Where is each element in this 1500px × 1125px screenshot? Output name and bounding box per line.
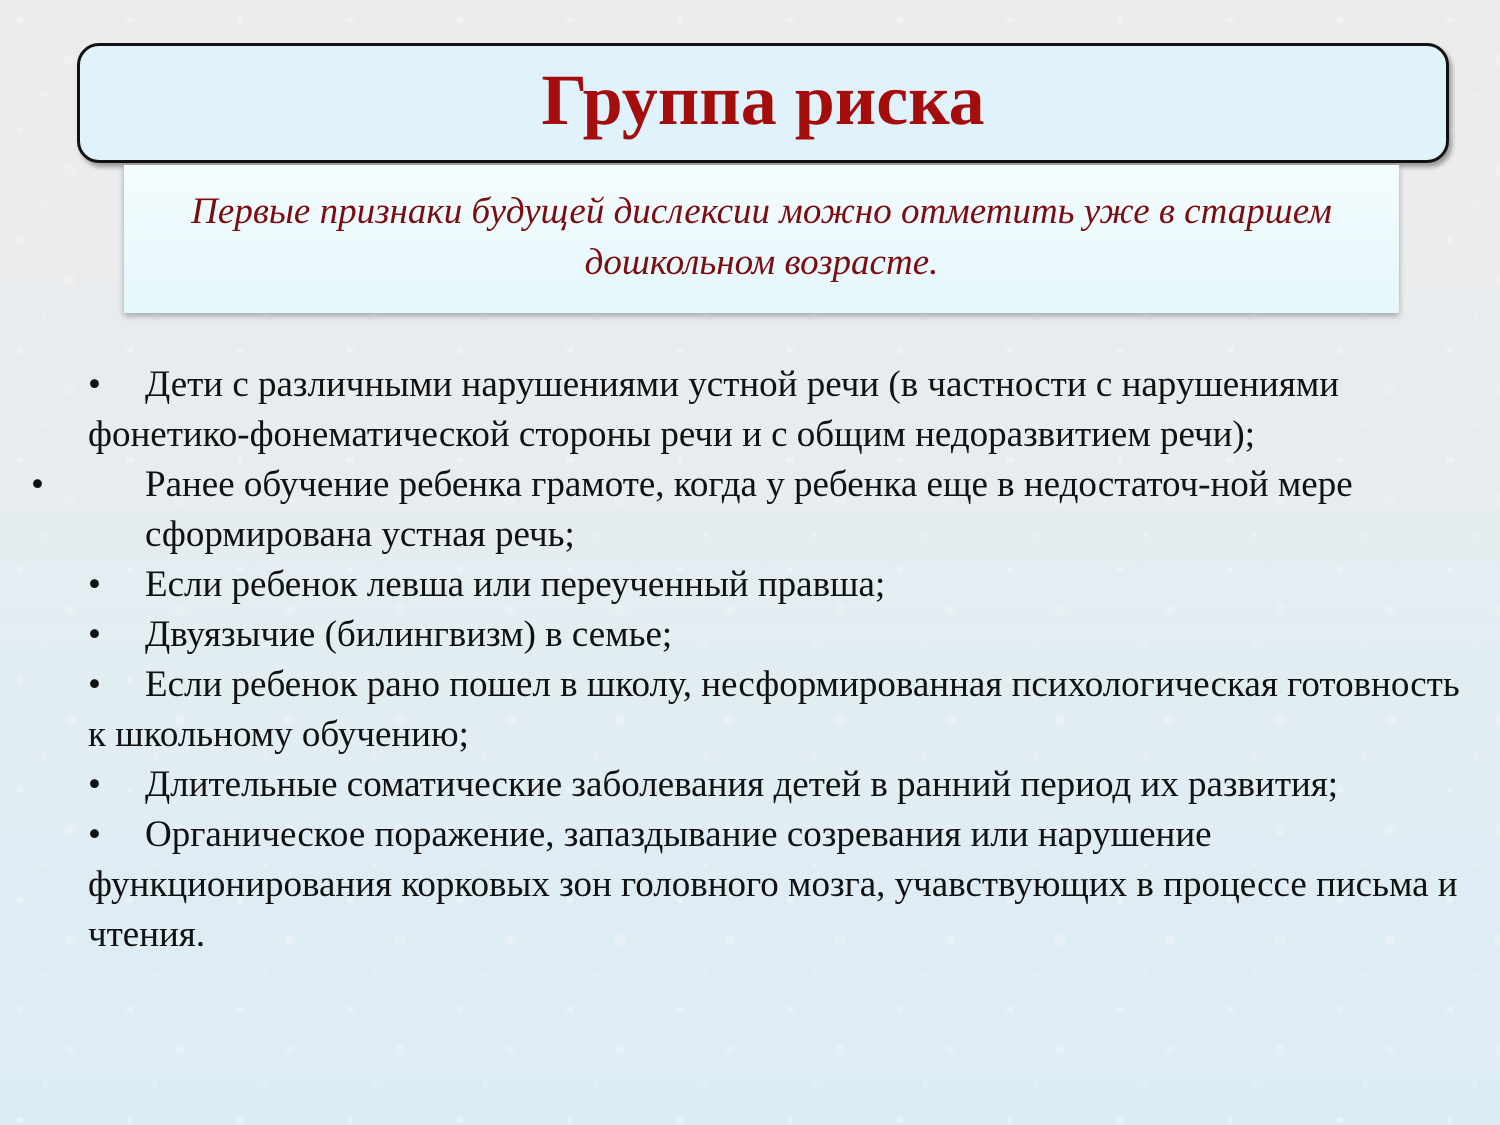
list-item-text: Дети с различными нарушениями устной речи (в частности с нарушениями фонетико-фонематической стороны речи и с общим недоразвитием речи);: [88, 364, 1340, 455]
slide-subtitle: Первые признаки будущей дислексии можно отметить уже в старшем дошкольном возрасте.: [191, 191, 1332, 283]
list-item-text: Ранее обучение ребенка грамоте, когда у ребенка еще в недостаточ-ной мере сформирована устная речь;: [145, 464, 1353, 555]
risk-factors-list: [31, 360, 1468, 960]
slide-title: Группа риска: [541, 60, 985, 140]
bullet-icon: •: [31, 464, 44, 505]
bullet-icon: •: [88, 564, 101, 605]
list-item-text: Длительные соматические заболевания детей в ранний период их развития;: [145, 764, 1339, 805]
bullet-icon: •: [88, 814, 101, 855]
bullet-icon: •: [88, 764, 101, 805]
list-item-text: Органическое поражение, запаздывание созревания или нарушение функционирования корковых зон головного мозга, учавствующих в процессе письма и чтения.: [88, 814, 1458, 955]
list-item-text: Если ребенок рано пошел в школу, несформированная психологическая готовность к школьному обучению;: [88, 664, 1460, 755]
title-box: [77, 43, 1449, 163]
list-item-text: Двуязычие (билингвизм) в семье;: [145, 614, 673, 655]
list-item: [88, 610, 1468, 660]
list-item-text: Если ребенок левша или переученный правша;: [145, 564, 886, 605]
list-item: [31, 460, 1468, 560]
list-item: [88, 760, 1468, 810]
bullet-icon: •: [88, 364, 101, 405]
list-item: [88, 810, 1468, 960]
bullet-icon: •: [88, 614, 101, 655]
list-item: [88, 360, 1468, 460]
list-item: [88, 560, 1468, 610]
list-item: [88, 660, 1468, 760]
subtitle-box: [124, 165, 1399, 313]
bullet-icon: •: [88, 664, 101, 705]
